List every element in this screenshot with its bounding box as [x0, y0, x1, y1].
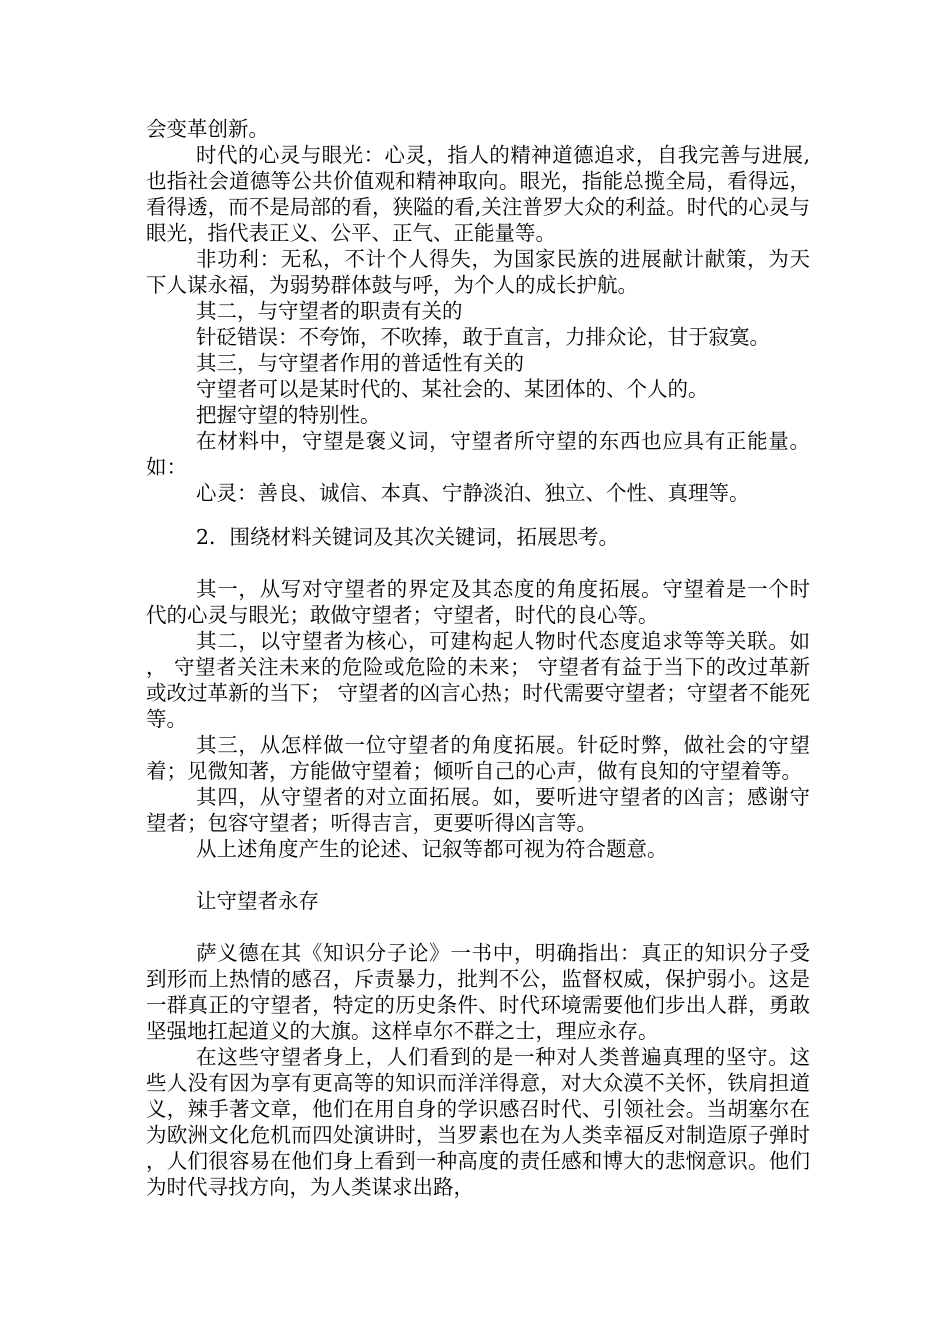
- paragraph-intro-end: 会变革创新。: [146, 117, 269, 141]
- spacer: [146, 550, 810, 576]
- paragraph-angle-one: 其一，从写对守望者的界定及其态度的角度拓展。守望着是一个时代的心灵与眼光；敢做守望者；守望者，时代的良心等。: [146, 577, 810, 627]
- paragraph-second-point: 其二，与守望者的职责有关的: [196, 299, 463, 323]
- paragraph-non-utilitarian: 非功利：无私，不计个人得失，为国家民族的进展献计献策，为天下人谋永福，为弱势群体鼓与呼，为个人的成长护航。: [146, 247, 810, 297]
- paragraph-positive-meaning: 在材料中，守望是褒义词，守望者所守望的东西也应具有正能量。如：: [146, 429, 810, 479]
- paragraph-heart-and-vision: 时代的心灵与眼光：心灵，指人的精神道德追求，自我完善与进展,也指社会道德等公共价值观和精神取向。眼光，指能总揽全局，看得远，看得透，而不是局部的看，狭隘的看,关注普罗大众的利益。时代的心灵与眼光，指代表正义、公平、正气、正能量等。: [146, 143, 810, 245]
- paragraph-heart-examples: 心灵：善良、诚信、本真、宁静淡泊、独立、个性、真理等。: [196, 481, 750, 505]
- paragraph-correct-errors: 针砭错误：不夸饰，不吹捧，敢于直言，力排众论，甘于寂寞。: [196, 325, 770, 349]
- spacer: [146, 506, 810, 524]
- paragraph-third-point: 其三，与守望者作用的普适性有关的: [196, 351, 524, 375]
- section-heading-keywords: 2．围绕材料关键词及其次关键词，拓展思考。: [196, 525, 620, 549]
- paragraph-angle-two: 其二，以守望者为核心，可建构起人物时代态度追求等等关联。如， 守望者关注未来的危险或危险的未来； 守望者有益于当下的改过革新或改过革新的当下； 守望者的凶言心热；时代需要守望者；守望者不能死等。: [146, 629, 810, 731]
- paragraph-angle-four: 其四，从守望者的对立面拓展。如，要听进守望者的凶言；感谢守望者；包容守望者；听得吉言，更要听得凶言等。: [146, 785, 810, 835]
- essay-paragraph-1: 萨义德在其《知识分子论》一书中，明确指出：真正的知识分子受到形而上热情的感召，斥责暴力，批判不公，监督权威，保护弱小。这是一群真正的守望者，特定的历史条件、时代环境需要他们步出人群，勇敢坚强地扛起道义的大旗。这样卓尔不群之士，理应永存。: [146, 941, 810, 1043]
- paragraph-particularity: 把握守望的特别性。: [196, 403, 381, 427]
- paragraph-conclusion: 从上述角度产生的论述、记叙等都可视为符合题意。: [196, 837, 668, 861]
- essay-paragraph-2: 在这些守望者身上，人们看到的是一种对人类普遍真理的坚守。这些人没有因为享有更高等的知识而洋洋得意，对大众漠不关怀，铁肩担道义，辣手著文章，他们在用自身的学识感召时代、引领社会。当胡塞尔在为欧洲文化危机而四处演讲时，当罗素也在为人类幸福反对制造原子弹时，人们很容易在他们身上看到一种高度的责任感和博大的悲悯意识。他们为时代寻找方向，为人类谋求出路，: [146, 1045, 810, 1199]
- paragraph-angle-three: 其三，从怎样做一位守望者的角度拓展。针砭时弊，做社会的守望着；见微知著，方能做守望着；倾听自己的心声，做有良知的守望着等。: [146, 733, 810, 783]
- essay-title: 让守望者永存: [196, 889, 319, 913]
- paragraph-universality: 守望者可以是某时代的、某社会的、某团体的、个人的。: [196, 377, 709, 401]
- spacer: [146, 914, 810, 940]
- spacer: [146, 862, 810, 888]
